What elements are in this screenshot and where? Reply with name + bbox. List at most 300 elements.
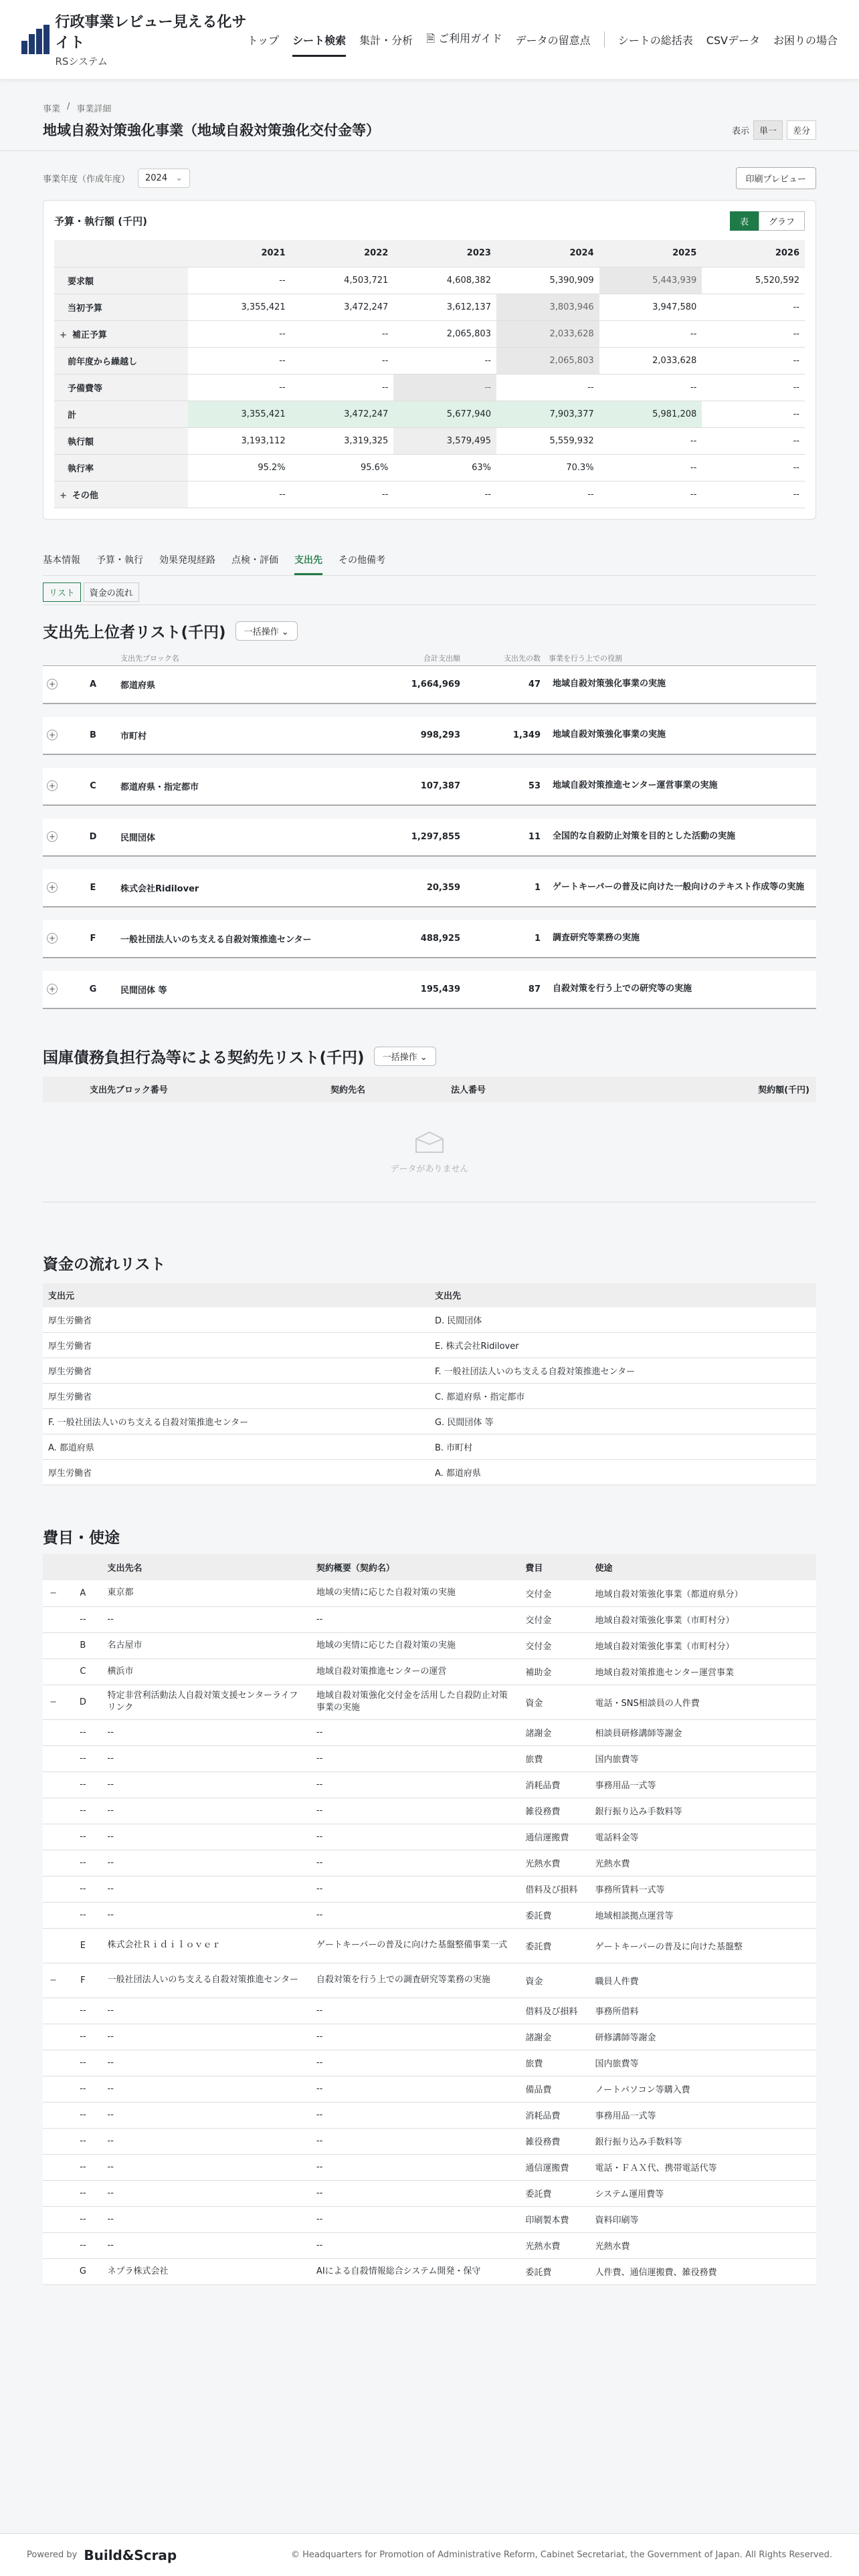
suppliers-table: [43, 651, 816, 1009]
budget-cell: 4,608,382: [393, 267, 496, 294]
budget-card: [43, 200, 816, 520]
site-title: 行政事業レビュー見える化サイト: [55, 14, 247, 51]
block-name: 市町村: [116, 717, 371, 754]
payee-id: --: [64, 1850, 102, 1876]
row-gap: [43, 907, 816, 920]
budget-cell: 5,677,940: [393, 401, 496, 427]
expense-item: 諸謝金: [520, 1719, 589, 1745]
payee-id: --: [64, 2180, 102, 2206]
expense-usage: 地域相談拠点運営等: [589, 1902, 816, 1928]
budget-cell: --: [599, 427, 702, 454]
footer-brand[interactable]: Build&Scrap: [84, 2547, 177, 2563]
expense-usage: 電話・SNS相談員の人件費: [589, 1685, 816, 1719]
payee-id: --: [64, 2024, 102, 2050]
block-total: 998,293: [371, 717, 464, 754]
nav-top[interactable]: トップ: [247, 33, 280, 47]
budget-cell: 3,355,421: [188, 401, 291, 427]
flows-title: 資金の流れリスト: [43, 1255, 166, 1273]
col-corp-number: 法人番号: [444, 1077, 565, 1102]
col-contractor: 契約先名: [324, 1077, 444, 1102]
flow-source: 厚生労働省: [43, 1307, 430, 1333]
expand-plus-icon[interactable]: +: [47, 831, 58, 842]
budget-cell: 5,981,208: [599, 401, 702, 427]
budget-row-label: [54, 454, 188, 481]
row-gap: [43, 856, 816, 869]
block-name: 一般社団法人いのち支える自殺対策推進センター: [116, 920, 371, 958]
tab-basic-info[interactable]: 基本情報: [43, 554, 80, 566]
expand-icon[interactable]: +: [60, 330, 67, 340]
block-total: 488,925: [371, 920, 464, 958]
contract-summary: --: [311, 2102, 520, 2128]
budget-row-label: [54, 347, 188, 374]
budget-cell: 3,193,112: [188, 427, 291, 454]
block-count: 87: [464, 971, 545, 1008]
expense-item: 交付金: [520, 1580, 589, 1606]
expand-icon[interactable]: +: [60, 490, 67, 501]
budget-row-label: [54, 401, 188, 427]
divider: [0, 150, 859, 151]
document-icon: 🗎: [426, 31, 439, 45]
expense-item: 資金: [520, 1963, 589, 1998]
col-payee: 支出先名: [102, 1554, 311, 1580]
collapse-icon[interactable]: −: [50, 1588, 58, 1598]
view-diff-button[interactable]: 差分: [787, 120, 816, 140]
payee-id: --: [64, 2232, 102, 2258]
flow-destination: C. 都道府県・指定都市: [430, 1384, 816, 1409]
expense-item: 資金: [520, 1685, 589, 1719]
collapse-icon[interactable]: −: [50, 1697, 58, 1707]
graph-view-button[interactable]: グラフ: [759, 211, 805, 231]
budget-row: [54, 427, 805, 454]
expense-usage: 資料印刷等: [589, 2206, 816, 2232]
contract-summary: ゲートキーパーの普及に向けた基盤整備事業一式: [311, 1928, 520, 1963]
nav-summary[interactable]: シートの総括表: [617, 33, 693, 47]
payee-name: --: [102, 2154, 311, 2180]
payee-name: --: [102, 1876, 311, 1902]
budget-cell: --: [599, 481, 702, 508]
expense-usage: 事務所賃料一式等: [589, 1876, 816, 1902]
contract-summary: --: [311, 2154, 520, 2180]
expense-item: 雑役務費: [520, 1798, 589, 1824]
payee-name: --: [102, 1902, 311, 1928]
budget-cell: 5,390,909: [496, 267, 599, 294]
suppliers-title: 支出先上位者リスト(千円): [43, 623, 226, 641]
expense-row: [43, 2232, 816, 2258]
flow-destination: G. 民間団体 等: [430, 1409, 816, 1434]
contract-summary: --: [311, 2076, 520, 2102]
chevron-down-icon: ⌄: [281, 627, 289, 637]
expense-row: [43, 2128, 816, 2154]
payee-id: --: [64, 1824, 102, 1850]
year-select[interactable]: 2024 ⌄: [138, 169, 190, 188]
block-role: 全国的な自殺防止対策を目的とした活動の実施: [545, 819, 816, 856]
flow-destination: E. 株式会社Ridilover: [430, 1333, 816, 1358]
contract-summary: --: [311, 2206, 520, 2232]
suppliers-bulk-button[interactable]: 一括操作 ⌄: [235, 621, 298, 641]
empty-message: データがありません: [390, 1164, 469, 1174]
payee-id: B: [64, 1632, 102, 1658]
block-count: 1: [464, 869, 545, 907]
block-total: 1,664,969: [371, 666, 464, 704]
nav-analysis[interactable]: 集計・分析: [359, 33, 413, 47]
expense-item: 光熱水費: [520, 1850, 589, 1876]
expand-plus-icon[interactable]: +: [47, 780, 58, 791]
flow-destination: A. 都道府県: [430, 1460, 816, 1485]
expense-row: [43, 1998, 816, 2024]
contract-summary: --: [311, 1876, 520, 1902]
block-name: 株式会社Ridilover: [116, 869, 371, 907]
expand-plus-icon[interactable]: +: [47, 933, 58, 944]
payee-id: E: [64, 1928, 102, 1963]
flow-destination: F. 一般社団法人いのち支える自殺対策推進センター: [430, 1358, 816, 1384]
payee-name: --: [102, 2050, 311, 2076]
payee-name: --: [102, 1772, 311, 1798]
budget-row-label: [54, 481, 188, 508]
main-nav: [248, 22, 838, 58]
block-role: 地域自殺対策強化事業の実施: [545, 717, 816, 754]
contracts-title: 国庫債務負担行為等による契約先リスト(千円): [43, 1049, 365, 1067]
budget-row-label: [54, 374, 188, 401]
budget-row: [54, 267, 805, 294]
supplier-row: [43, 768, 816, 805]
expense-item: 旅費: [520, 1745, 589, 1772]
sub-tabs: [43, 582, 816, 605]
payee-id: --: [64, 2076, 102, 2102]
expense-item: 交付金: [520, 1632, 589, 1658]
col-source: 支出元: [43, 1283, 430, 1307]
payee-name: --: [102, 2232, 311, 2258]
budget-cell: 5,520,592: [702, 267, 805, 294]
row-gap: [43, 958, 816, 971]
block-count: 1,349: [464, 717, 545, 754]
budget-cell: 5,559,932: [496, 427, 599, 454]
expense-item: 借料及び損料: [520, 1876, 589, 1902]
year-label: 事業年度（作成年度）: [43, 175, 130, 185]
row-gap: [43, 754, 816, 768]
expense-row: [43, 2154, 816, 2180]
budget-cell: --: [702, 374, 805, 401]
nav-data-notes[interactable]: データの留意点: [515, 33, 591, 47]
expense-row: [43, 2076, 816, 2102]
contract-summary: --: [311, 1902, 520, 1928]
tab-effect-path[interactable]: 効果発現経路: [159, 554, 215, 566]
main-content: [43, 102, 816, 2285]
block-total: 1,297,855: [371, 819, 464, 856]
block-id: F: [70, 920, 116, 958]
expense-row: [43, 2206, 816, 2232]
expense-item: 委託費: [520, 1902, 589, 1928]
payee-id: --: [64, 2154, 102, 2180]
subtab-flow[interactable]: 資金の流れ: [84, 582, 139, 602]
expense-usage: 地域自殺対策推進センター運営事業: [589, 1658, 816, 1685]
flows-table: [43, 1283, 816, 1486]
block-id: D: [70, 819, 116, 856]
payee-name: --: [102, 1850, 311, 1876]
row-label-text: 当初予算: [68, 303, 103, 314]
tab-expenditure[interactable]: 支出先: [294, 546, 322, 575]
payee-name: --: [102, 2102, 311, 2128]
expense-usage: 事務用品一式等: [589, 2102, 816, 2128]
row-label-text: 補正予算: [72, 330, 107, 340]
block-id: B: [70, 717, 116, 754]
budget-cell: 7,903,377: [496, 401, 599, 427]
budget-cell: --: [702, 481, 805, 508]
nav-sheet-search[interactable]: シート検索: [292, 24, 346, 56]
expense-usage: 国内旅費等: [589, 1745, 816, 1772]
payee-id: F: [64, 1963, 102, 1998]
col-total: 合計支出額: [371, 651, 464, 666]
payee-id: --: [64, 1998, 102, 2024]
budget-row-label: [54, 267, 188, 294]
payee-name: 一般社団法人いのち支える自殺対策推進センター: [102, 1963, 311, 1998]
expense-item: 委託費: [520, 1928, 589, 1963]
budget-cell: 3,947,580: [599, 294, 702, 320]
tab-other[interactable]: その他備考: [339, 554, 385, 566]
table-view-button[interactable]: 表: [730, 211, 759, 231]
payee-name: --: [102, 1798, 311, 1824]
expand-plus-icon[interactable]: +: [47, 984, 58, 994]
row-label-text: その他: [72, 490, 98, 501]
expense-row: [43, 1850, 816, 1876]
expense-row: [43, 1580, 816, 1606]
block-role: 地域自殺対策推進センター運営事業の実施: [545, 768, 816, 805]
expense-item: 借料及び損料: [520, 1998, 589, 2024]
expense-row: [43, 1902, 816, 1928]
budget-cell: 2,033,628: [496, 320, 599, 347]
expense-item: 旅費: [520, 2050, 589, 2076]
budget-row-label: [54, 294, 188, 320]
payee-name: 名古屋市: [102, 1632, 311, 1658]
payee-id: --: [64, 1745, 102, 1772]
expense-item: 雑役務費: [520, 2128, 589, 2154]
budget-cell: 95.6%: [291, 454, 394, 481]
expense-item: 備品費: [520, 2076, 589, 2102]
payee-id: --: [64, 2050, 102, 2076]
expense-usage: 光熱水費: [589, 2232, 816, 2258]
print-preview-button[interactable]: 印刷プレビュー: [736, 167, 816, 189]
expense-usage: 地域自殺対策強化事業（市町村分）: [589, 1606, 816, 1632]
expense-usage: 事務所借料: [589, 1998, 816, 2024]
row-gap: [43, 805, 816, 819]
payee-name: --: [102, 2076, 311, 2102]
contracts-bulk-button[interactable]: 一括操作 ⌄: [374, 1047, 436, 1066]
contract-summary: --: [311, 1745, 520, 1772]
budget-cell: --: [702, 401, 805, 427]
expense-row: [43, 2180, 816, 2206]
tab-evaluation[interactable]: 点検・評価: [231, 554, 278, 566]
payee-id: --: [64, 1772, 102, 1798]
detail-tabs: [43, 546, 816, 576]
budget-cell: 3,803,946: [496, 294, 599, 320]
budget-cell: --: [188, 481, 291, 508]
site-logo[interactable]: [21, 11, 248, 68]
expense-usage: 地域自殺対策強化事業（都道府県分）: [589, 1580, 816, 1606]
contracts-table: [43, 1077, 816, 1102]
expand-plus-icon[interactable]: +: [47, 730, 58, 740]
nav-help[interactable]: お困りの場合: [773, 33, 838, 47]
logo-icon: [21, 25, 47, 54]
budget-cell: 3,472,247: [291, 294, 394, 320]
budget-cell: --: [496, 374, 599, 401]
expense-item: 補助金: [520, 1658, 589, 1685]
expense-usage: ゲートキーパーの普及に向けた基盤整: [589, 1928, 816, 1963]
contract-summary: 地域の実情に応じた自殺対策の実施: [311, 1580, 520, 1606]
expense-row: [43, 1719, 816, 1745]
expense-usage: 電話・ＦＡＸ代、携帯電話代等: [589, 2154, 816, 2180]
block-count: 53: [464, 768, 545, 805]
expense-usage: 研修講師等謝金: [589, 2024, 816, 2050]
flow-row: [43, 1409, 816, 1434]
nav-csv[interactable]: CSVデータ: [706, 33, 760, 47]
expense-row: [43, 2102, 816, 2128]
budget-row: [54, 401, 805, 427]
budget-cell: 2,033,628: [599, 347, 702, 374]
expense-item: 通信運搬費: [520, 2154, 589, 2180]
budget-cell: 3,355,421: [188, 294, 291, 320]
expense-row: [43, 2258, 816, 2284]
expense-usage: 電話料金等: [589, 1824, 816, 1850]
budget-row: [54, 320, 805, 347]
contracts-empty-state: [43, 1102, 816, 1202]
contract-summary: --: [311, 2050, 520, 2076]
budget-cell: --: [291, 347, 394, 374]
block-name: 民間団体: [116, 819, 371, 856]
flow-source: 厚生労働省: [43, 1333, 430, 1358]
chevron-down-icon: ⌄: [175, 173, 183, 183]
block-name: 民間団体 等: [116, 971, 371, 1008]
year-header: 2022: [291, 240, 394, 267]
contract-summary: --: [311, 1606, 520, 1632]
contract-summary: AIによる自殺情報総合システム開発・保守: [311, 2258, 520, 2284]
year-header: 2023: [393, 240, 496, 267]
expenses-table: [43, 1554, 816, 2285]
payee-id: --: [64, 1876, 102, 1902]
nav-divider: [604, 31, 605, 47]
view-mode-label: 表示: [731, 126, 749, 136]
budget-cell: --: [599, 320, 702, 347]
page-title: 地域自殺対策強化事業（地域自殺対策強化交付金等）: [43, 122, 380, 138]
col-block-name: 支出先ブロック名: [116, 651, 371, 666]
budget-cell: 4,503,721: [291, 267, 394, 294]
payee-id: D: [64, 1685, 102, 1719]
budget-cell: --: [702, 427, 805, 454]
budget-table: [54, 240, 805, 508]
budget-cell: --: [393, 374, 496, 401]
block-role: 地域自殺対策強化事業の実施: [545, 666, 816, 704]
expense-item: 通信運搬費: [520, 1824, 589, 1850]
col-role: 事業を行う上での役割: [545, 651, 816, 666]
contract-summary: 自殺対策を行う上での調査研究等業務の実施: [311, 1963, 520, 1998]
flow-row: [43, 1333, 816, 1358]
block-id: G: [70, 971, 116, 1008]
budget-cell: --: [702, 454, 805, 481]
year-header: 2021: [188, 240, 291, 267]
view-mode-toggle: [732, 120, 816, 140]
row-label-text: 執行率: [68, 463, 94, 474]
payee-name: --: [102, 1719, 311, 1745]
contract-summary: --: [311, 2024, 520, 2050]
budget-cell: --: [599, 454, 702, 481]
col-block-number: 支出先ブロック番号: [43, 1077, 324, 1102]
expense-item: 消耗品費: [520, 1772, 589, 1798]
view-single-button[interactable]: 単一: [753, 120, 783, 140]
expand-plus-icon[interactable]: +: [47, 679, 58, 689]
expense-item: 光熱水費: [520, 2232, 589, 2258]
budget-row: [54, 374, 805, 401]
flow-row: [43, 1460, 816, 1485]
budget-cell: --: [702, 347, 805, 374]
breadcrumb-business[interactable]: 事業: [43, 104, 61, 114]
budget-cell: --: [393, 347, 496, 374]
supplier-row: [43, 920, 816, 958]
chevron-down-icon: ⌄: [419, 1052, 427, 1063]
expense-row: [43, 1745, 816, 1772]
contract-summary: --: [311, 2180, 520, 2206]
supplier-row: [43, 717, 816, 754]
contract-summary: --: [311, 1772, 520, 1798]
budget-cell: 63%: [393, 454, 496, 481]
flow-source: F. 一般社団法人いのち支える自殺対策推進センター: [43, 1409, 430, 1434]
breadcrumb: 事業 / 事業詳細: [43, 102, 112, 114]
site-subtitle: RSシステム: [55, 56, 108, 68]
contract-summary: --: [311, 1824, 520, 1850]
budget-row-label: [54, 320, 188, 347]
expand-plus-icon[interactable]: +: [47, 882, 58, 893]
budget-cell: --: [702, 294, 805, 320]
tab-budget[interactable]: 予算・執行: [96, 554, 143, 566]
subtab-list[interactable]: リスト: [43, 582, 81, 602]
expense-row: [43, 1772, 816, 1798]
payee-id: --: [64, 2206, 102, 2232]
expense-usage: 銀行振り込み手数料等: [589, 1798, 816, 1824]
expense-row: [43, 1798, 816, 1824]
budget-cell: --: [291, 374, 394, 401]
collapse-icon[interactable]: −: [50, 1975, 58, 1985]
nav-guide[interactable]: 🗎 ご利用ガイド: [426, 31, 502, 45]
contract-summary: 地域の実情に応じた自殺対策の実施: [311, 1632, 520, 1658]
expense-usage: 光熱水費: [589, 1850, 816, 1876]
contract-summary: 地域自殺対策推進センターの運営: [311, 1658, 520, 1685]
block-count: 1: [464, 920, 545, 958]
payee-name: 横浜市: [102, 1658, 311, 1685]
budget-cell: --: [496, 481, 599, 508]
payee-name: --: [102, 2128, 311, 2154]
row-label-text: 執行額: [68, 437, 94, 447]
payee-name: 東京都: [102, 1580, 311, 1606]
expense-row: [43, 1876, 816, 1902]
contract-summary: --: [311, 2232, 520, 2258]
block-role: 自殺対策を行う上での研究等の実施: [545, 971, 816, 1008]
budget-cell: 2,065,803: [393, 320, 496, 347]
payee-id: G: [64, 2258, 102, 2284]
budget-row: [54, 454, 805, 481]
payee-name: --: [102, 1824, 311, 1850]
expense-usage: 地域自殺対策強化事業（市町村分）: [589, 1632, 816, 1658]
expense-row: [43, 1606, 816, 1632]
expense-row: [43, 1928, 816, 1963]
col-contract-summary: 契約概要（契約名）: [311, 1554, 520, 1580]
expense-row: [43, 1632, 816, 1658]
expense-row: [43, 2050, 816, 2076]
payee-name: --: [102, 1606, 311, 1632]
payee-id: --: [64, 2128, 102, 2154]
powered-by: Powered by: [27, 2550, 78, 2560]
supplier-row: [43, 819, 816, 856]
budget-cell: 3,319,325: [291, 427, 394, 454]
payee-id: --: [64, 2102, 102, 2128]
expense-row: [43, 1963, 816, 1998]
year-header: 2026: [702, 240, 805, 267]
